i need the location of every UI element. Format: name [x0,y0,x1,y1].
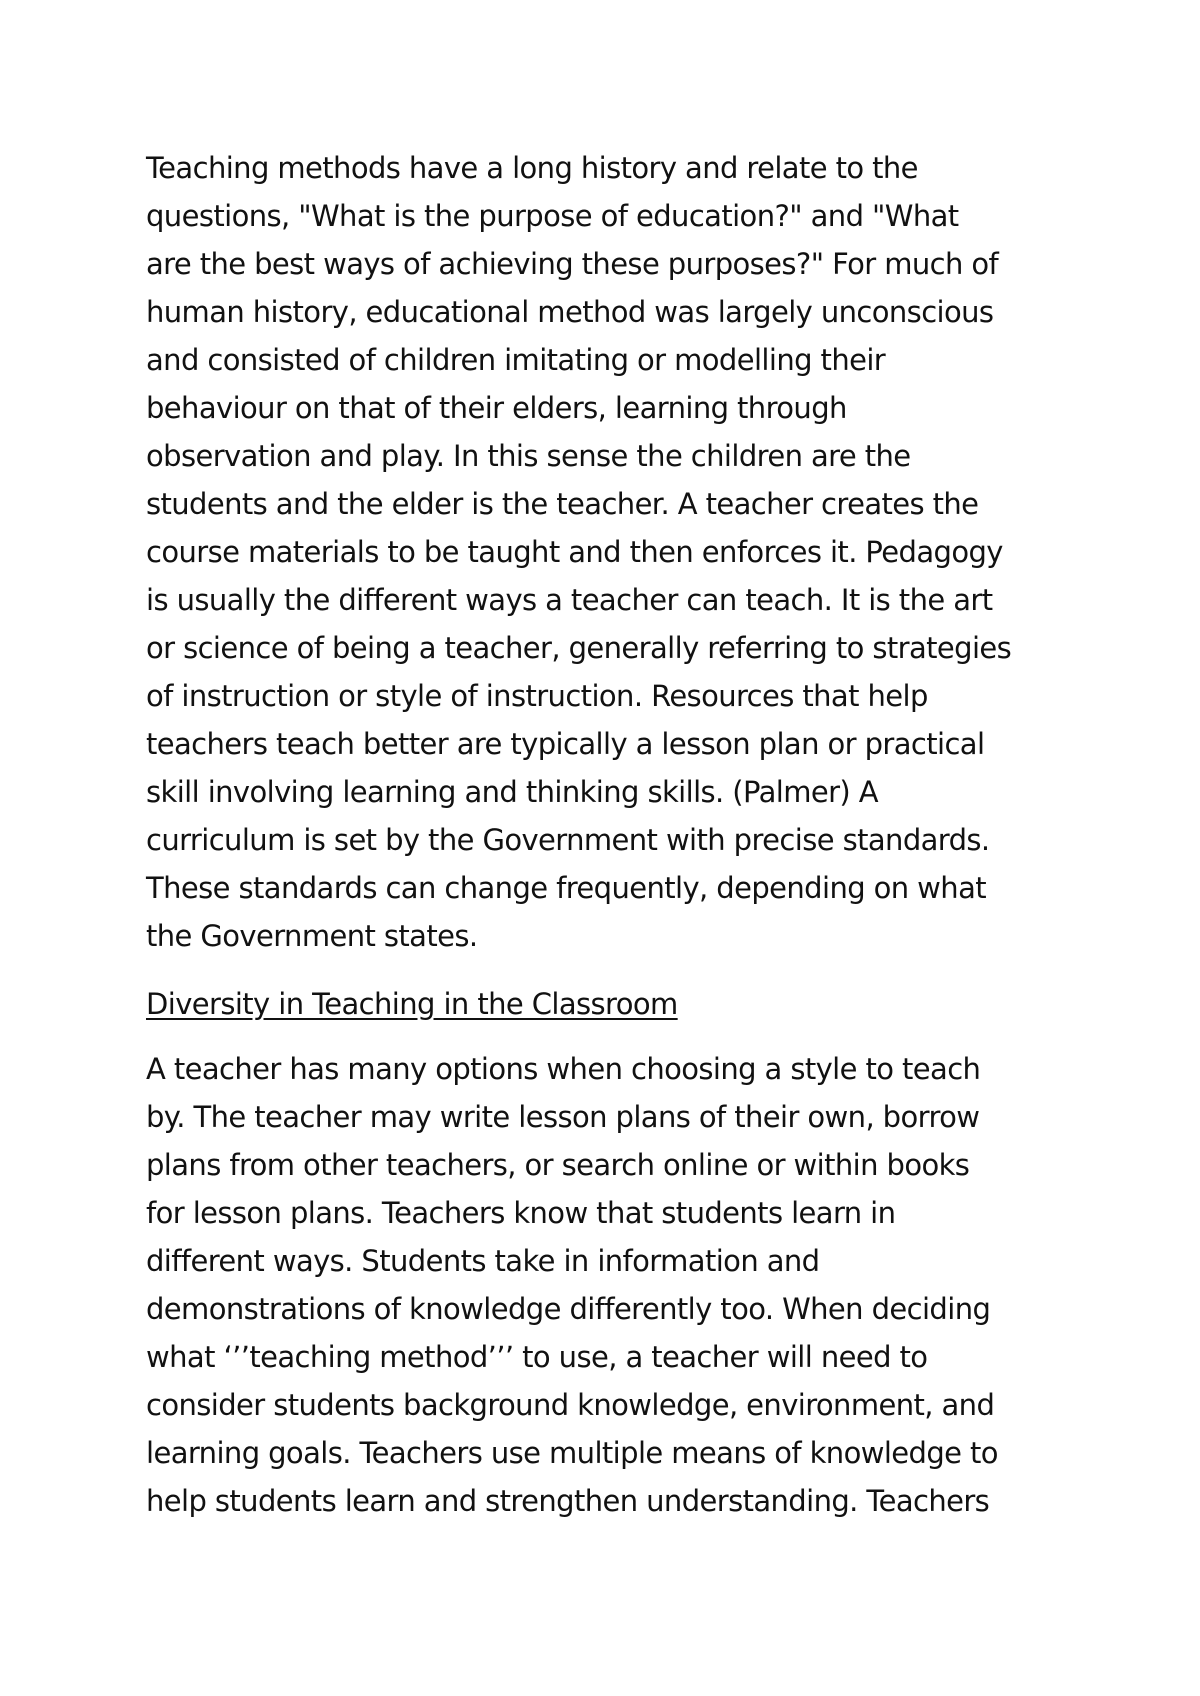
section-heading: Diversity in Teaching in the Classroom [146,987,678,1021]
text-line: is usually the different ways a teacher can teach. It is the art [146,583,993,617]
text-line: by. The teacher may write lesson plans of their own, borrow [146,1100,980,1134]
text-line: for lesson plans. Teachers know that students learn in [146,1196,896,1230]
text-line: questions, "What is the purpose of education?" and "What [146,199,959,233]
text-line: observation and play. In this sense the children are the [146,439,911,473]
text-line: students and the elder is the teacher. A teacher creates the [146,487,979,521]
text-line: These standards can change frequently, depending on what [146,871,987,905]
text-line: behaviour on that of their elders, learning through [146,391,847,425]
text-line: learning goals. Teachers use multiple means of knowledge to [146,1436,998,1470]
text-line: or science of being a teacher, generally referring to strategies [146,631,1012,665]
text-line: of instruction or style of instruction. Resources that help [146,679,928,713]
text-line: teachers teach better are typically a lesson plan or practical [146,727,985,761]
paragraph-intro [146,144,1076,960]
text-line: course materials to be taught and then enforces it. Pedagogy [146,535,1003,569]
text-line: plans from other teachers, or search online or within books [146,1148,970,1182]
text-line: the Government states. [146,919,478,953]
text-line: different ways. Students take in information and [146,1244,820,1278]
paragraph-diversity [146,1045,1076,1525]
text-line: what ‘’’teaching method’’’ to use, a teacher will need to [146,1340,928,1374]
text-line: consider students background knowledge, environment, and [146,1388,995,1422]
text-line: A teacher has many options when choosing a style to teach [146,1052,981,1086]
text-line: and consisted of children imitating or modelling their [146,343,886,377]
text-line: help students learn and strengthen understanding. Teachers [146,1484,990,1518]
text-line: human history, educational method was largely unconscious [146,295,994,329]
text-line: Teaching methods have a long history and relate to the [146,151,918,185]
text-line: curriculum is set by the Government with precise standards. [146,823,990,857]
text-line: skill involving learning and thinking skills. (Palmer) A [146,775,878,809]
text-line: are the best ways of achieving these purposes?" For much of [146,247,999,281]
text-line: demonstrations of knowledge differently too. When deciding [146,1292,991,1326]
